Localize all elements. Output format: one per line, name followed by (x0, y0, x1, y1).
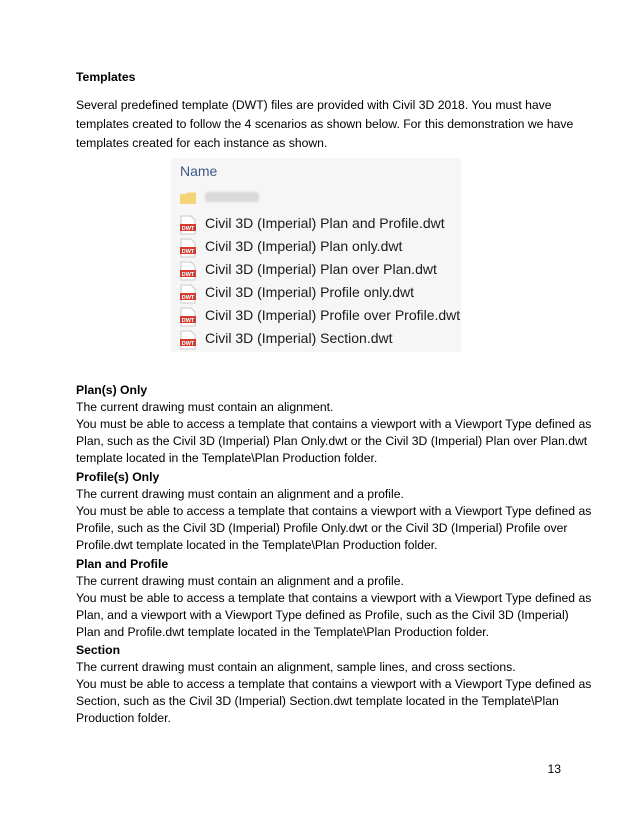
name-column-header: Name (180, 163, 218, 179)
file-name: Civil 3D (Imperial) Plan over Plan.dwt (205, 261, 437, 277)
section-text-line: Plan, and a viewport with a Viewport Type defined as Profile, such as the Civil 3D (Imperial) (76, 608, 569, 622)
section-heading: Profile(s) Only (76, 470, 160, 484)
svg-text:DWT: DWT (181, 272, 195, 278)
section-text-line: The current drawing must contain an alignment, sample lines, and cross sections. (76, 660, 516, 674)
file-name: Civil 3D (Imperial) Profile over Profile.dwt (205, 307, 461, 323)
dwt-file-icon (179, 238, 197, 258)
section-text-line: The current drawing must contain an alignment and a profile. (76, 574, 404, 588)
section-text-line: You must be able to access a template that contains a viewport with a Viewport Type defined as (76, 677, 592, 691)
folder-icon (179, 191, 197, 205)
file-name: Civil 3D (Imperial) Plan and Profile.dwt (205, 215, 445, 231)
templates-text-line: templates created for each instance as shown. (76, 136, 328, 150)
template-file-list (171, 158, 461, 352)
section-heading: Plan(s) Only (76, 383, 148, 397)
file-row[interactable] (179, 214, 459, 236)
svg-text:DWT: DWT (181, 318, 195, 324)
plan-only-section (76, 382, 592, 467)
section-text-line: You must be able to access a template that contains a viewport with a Viewport Type defined as (76, 591, 592, 605)
section-text-line: You must be able to access a template that contains a viewport with a Viewport Type defined as (76, 417, 592, 431)
dwt-file-icon (179, 307, 197, 327)
svg-text:DWT: DWT (181, 341, 195, 347)
section-text-line: Section, such as the Civil 3D (Imperial) Section.dwt template located in the Template\Plan (76, 694, 559, 708)
file-row[interactable] (179, 306, 459, 328)
dwt-file-icon (179, 215, 197, 235)
blurred-folder-row (179, 188, 459, 210)
dwt-file-icon (179, 261, 197, 281)
file-row[interactable] (179, 237, 459, 259)
svg-text:DWT: DWT (181, 295, 195, 301)
section-text-line: Production folder. (76, 711, 171, 725)
templates-text-line: templates created to follow the 4 scenarios as shown below. For this demonstration we have (76, 117, 574, 131)
section-text-line: The current drawing must contain an alignment and a profile. (76, 487, 404, 501)
section-section (76, 642, 592, 727)
file-name: Civil 3D (Imperial) Section.dwt (205, 330, 393, 346)
templates-section (76, 69, 576, 153)
dwt-file-icon (179, 330, 197, 350)
section-heading: Section (76, 643, 121, 657)
dwt-file-icon (179, 284, 197, 304)
section-text-line: Profile.dwt template located in the Template\Plan Production folder. (76, 538, 438, 552)
section-text-line: Profile, such as the Civil 3D (Imperial) Profile Only.dwt or the Civil 3D (Imperial) Profile over (76, 521, 568, 535)
templates-heading: Templates (76, 70, 136, 84)
file-name: Civil 3D (Imperial) Profile only.dwt (205, 284, 415, 300)
file-row[interactable] (179, 329, 459, 351)
templates-text-line: Several predefined template (DWT) files are provided with Civil 3D 2018. You must have (76, 98, 552, 112)
plan-and-profile-section (76, 556, 592, 641)
section-text-line: Plan, such as the Civil 3D (Imperial) Plan Only.dwt or the Civil 3D (Imperial) Plan over Plan.dwt (76, 434, 588, 448)
file-row[interactable] (179, 283, 459, 305)
profile-only-section (76, 469, 592, 554)
svg-text:DWT: DWT (181, 249, 195, 255)
svg-text:DWT: DWT (181, 226, 195, 232)
blurred-folder-name (205, 192, 259, 202)
file-name: Civil 3D (Imperial) Plan only.dwt (205, 238, 403, 254)
section-text-line: template located in the Template\Plan Production folder. (76, 451, 378, 465)
file-row[interactable] (179, 260, 459, 282)
section-text-line: You must be able to access a template that contains a viewport with a Viewport Type defined as (76, 504, 592, 518)
section-text-line: The current drawing must contain an alignment. (76, 400, 334, 414)
section-heading: Plan and Profile (76, 557, 169, 571)
page-number: 13 (547, 762, 561, 776)
section-text-line: Plan and Profile.dwt template located in the Template\Plan Production folder. (76, 625, 490, 639)
